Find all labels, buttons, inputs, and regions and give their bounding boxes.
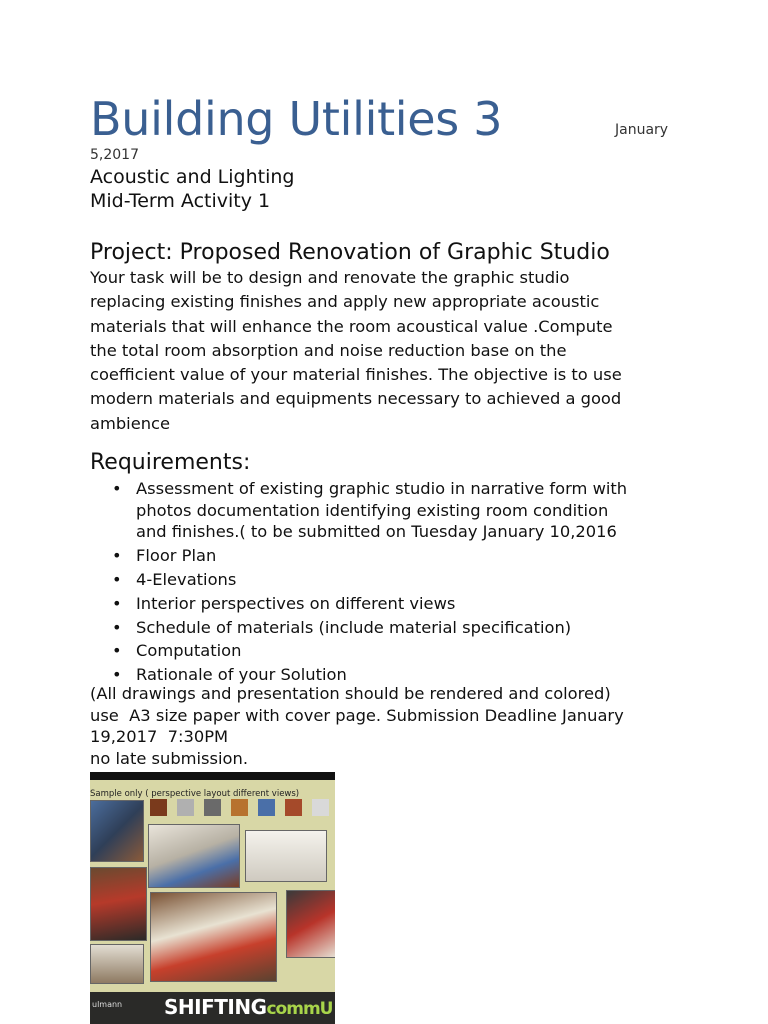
sample-caption: Sample only ( perspective layout different views) — [90, 789, 300, 799]
bullet-icon: • — [112, 617, 122, 637]
project-description — [90, 266, 680, 436]
material-swatch — [204, 799, 221, 816]
list-item-text: Floor Plan — [136, 545, 217, 565]
list-item-text: Interior perspectives on different views — [136, 593, 456, 613]
material-swatch — [285, 799, 302, 816]
date-day-year: 5,2017 — [90, 147, 139, 163]
project-line: coefficient value of your material finishes. The objective is to use — [90, 365, 622, 385]
project-line: Your task will be to design and renovate the graphic studio — [90, 268, 570, 287]
footer-word-1: SHIFTING — [164, 995, 267, 1019]
material-swatch — [231, 799, 248, 816]
document-title: Building Utilities 3 — [90, 92, 503, 146]
project-line: materials that will enhance the room acoustical value .Compute — [90, 316, 613, 336]
note-line: no late submission. — [90, 748, 248, 768]
list-item — [90, 478, 690, 543]
bullet-icon: • — [112, 641, 122, 661]
subtitle-line-1: Acoustic and Lighting — [90, 166, 295, 188]
bullet-icon: • — [112, 593, 122, 613]
requirements-list — [90, 478, 690, 688]
perspective-panel-5 — [150, 892, 277, 982]
perspective-panel-1 — [90, 800, 144, 862]
bullet-icon: • — [112, 569, 122, 589]
image-top-bar — [90, 772, 335, 780]
footer-small-text: ulmann — [92, 1000, 123, 1009]
list-item-text: Assessment of existing graphic studio in narrative form with — [136, 479, 628, 498]
list-item — [90, 545, 690, 567]
list-item — [90, 640, 690, 662]
date-month: January — [615, 122, 669, 138]
material-swatch — [312, 799, 329, 816]
subtitle-line-2: Mid-Term Activity 1 — [90, 190, 271, 212]
note-line: 19,2017 7:30PM — [90, 727, 229, 746]
list-item-text: Rationale of your Solution — [136, 665, 347, 685]
sample-layout-image — [90, 772, 335, 1024]
note-line: use A3 size paper with cover page. Submission Deadline January — [90, 705, 624, 725]
list-item-text: 4-Elevations — [136, 569, 237, 589]
bullet-icon: • — [112, 665, 122, 685]
bullet-icon: • — [112, 545, 122, 565]
bullet-icon: • — [112, 479, 122, 498]
list-item-text: photos documentation identifying existing room condition — [136, 500, 609, 520]
list-item — [90, 593, 690, 615]
footer-word-2: commU — [266, 999, 333, 1019]
list-item-text: and finishes.( to be submitted on Tuesday January 10,2016 — [136, 522, 617, 541]
list-item-text: Computation — [136, 641, 242, 661]
project-line: ambience — [90, 413, 170, 433]
project-heading: Project: Proposed Renovation of Graphic Studio — [90, 240, 610, 265]
material-swatch — [150, 799, 167, 816]
submission-notes — [90, 683, 690, 769]
perspective-panel-2 — [148, 824, 240, 888]
project-line: replacing existing finishes and apply new appropriate acoustic — [90, 292, 600, 312]
perspective-panel-4 — [90, 867, 147, 941]
perspective-panel-3 — [245, 830, 327, 882]
requirements-heading: Requirements: — [90, 450, 251, 475]
project-line: the total room absorption and noise reduction base on the — [90, 340, 567, 360]
list-item-text: Schedule of materials (include material specification) — [136, 617, 572, 637]
material-swatch — [258, 799, 275, 816]
perspective-panel-7 — [90, 944, 144, 984]
perspective-panel-6 — [286, 890, 335, 958]
list-item — [90, 617, 690, 639]
list-item — [90, 569, 690, 591]
note-line: (All drawings and presentation should be rendered and colored) — [90, 684, 611, 703]
image-footer-banner — [90, 992, 335, 1024]
project-line: modern materials and equipments necessary to achieved a good — [90, 389, 622, 409]
material-swatch — [177, 799, 194, 816]
footer-banner-text — [164, 995, 332, 1019]
